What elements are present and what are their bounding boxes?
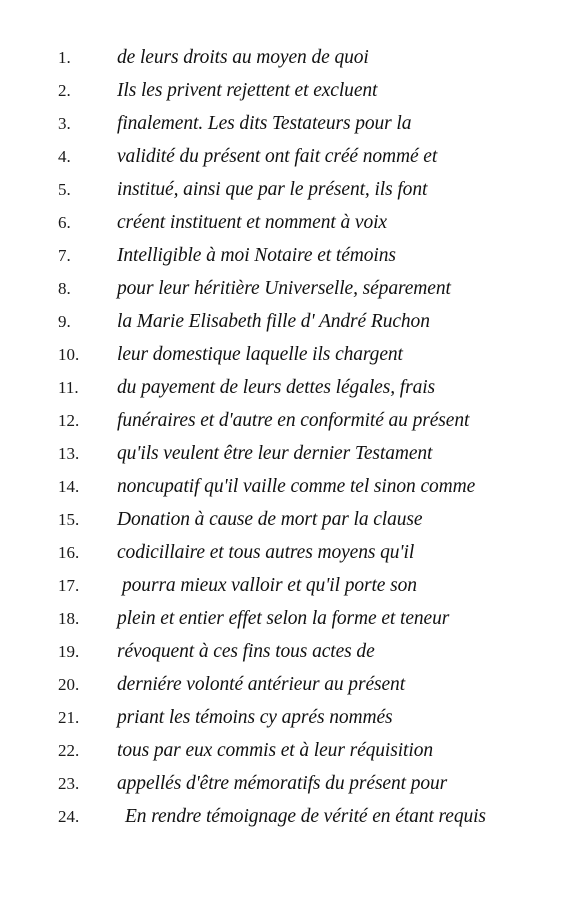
- line-text: En rendre témoignage de vérité en étant requis: [125, 806, 486, 827]
- line-number: 5.: [58, 180, 71, 199]
- line-number: 12.: [58, 411, 80, 430]
- line-number: 6.: [58, 213, 71, 232]
- text-line: [0, 741, 570, 774]
- line-number: 11.: [58, 378, 79, 397]
- line-number: 21.: [58, 708, 80, 727]
- line-number: 4.: [58, 147, 71, 166]
- line-number: 18.: [58, 609, 80, 628]
- line-text: Intelligible à moi Notaire et témoins: [117, 245, 396, 266]
- line-text: qu'ils veulent être leur dernier Testament: [117, 443, 433, 464]
- line-text: noncupatif qu'il vaille comme tel sinon comme: [117, 476, 476, 497]
- text-line: [0, 477, 570, 510]
- line-text: pourra mieux valloir et qu'il porte son: [122, 575, 417, 596]
- line-text: révoquent à ces fins tous actes de: [117, 641, 375, 662]
- line-number: 13.: [58, 444, 80, 463]
- text-line: [0, 378, 570, 411]
- line-text: codicillaire et tous autres moyens qu'il: [117, 542, 415, 563]
- line-number: 19.: [58, 642, 80, 661]
- line-number: 16.: [58, 543, 80, 562]
- text-line: [0, 213, 570, 246]
- text-line: [0, 312, 570, 345]
- text-line: [0, 180, 570, 213]
- line-text: leur domestique laquelle ils chargent: [117, 344, 403, 365]
- line-number: 17.: [58, 576, 80, 595]
- line-number: 8.: [58, 279, 71, 298]
- line-number: 10.: [58, 345, 80, 364]
- text-line: [0, 345, 570, 378]
- line-number: 7.: [58, 246, 71, 265]
- line-text: créent instituent et nomment à voix: [117, 212, 387, 233]
- text-line: [0, 807, 570, 840]
- line-number: 2.: [58, 81, 71, 100]
- text-line: [0, 642, 570, 675]
- line-text: institué, ainsi que par le présent, ils font: [117, 179, 428, 200]
- line-number: 23.: [58, 774, 80, 793]
- line-text: plein et entier effet selon la forme et teneur: [117, 608, 450, 629]
- line-text: pour leur héritière Universelle, séparement: [117, 278, 451, 299]
- line-text: derniére volonté antérieur au présent: [117, 674, 406, 695]
- text-line: [0, 510, 570, 543]
- line-text: funéraires et d'autre en conformité au présent: [117, 410, 470, 431]
- text-line: [0, 279, 570, 312]
- line-text: de leurs droits au moyen de quoi: [117, 47, 369, 68]
- text-line: [0, 543, 570, 576]
- line-number: 20.: [58, 675, 80, 694]
- line-text: validité du présent ont fait créé nommé et: [117, 146, 438, 167]
- line-number: 1.: [58, 48, 71, 67]
- text-line: [0, 444, 570, 477]
- text-line: [0, 609, 570, 642]
- text-line: [0, 81, 570, 114]
- line-text: la Marie Elisabeth fille d' André Ruchon: [117, 311, 430, 332]
- text-line: [0, 708, 570, 741]
- line-number: 14.: [58, 477, 80, 496]
- text-line: [0, 246, 570, 279]
- text-line: [0, 411, 570, 444]
- text-line: [0, 576, 570, 609]
- line-number: 15.: [58, 510, 80, 529]
- text-line: [0, 774, 570, 807]
- text-line: [0, 48, 570, 81]
- line-text: priant les témoins cy aprés nommés: [117, 707, 393, 728]
- line-number: 9.: [58, 312, 71, 331]
- line-number: 3.: [58, 114, 71, 133]
- text-line: [0, 675, 570, 708]
- line-number: 22.: [58, 741, 80, 760]
- line-text: appellés d'être mémoratifs du présent pour: [117, 773, 448, 794]
- line-text: du payement de leurs dettes légales, frais: [117, 377, 436, 398]
- line-text: Ils les privent rejettent et excluent: [117, 80, 378, 101]
- line-text: tous par eux commis et à leur réquisition: [117, 740, 433, 761]
- line-text: Donation à cause de mort par la clause: [117, 509, 423, 530]
- text-line: [0, 147, 570, 180]
- line-text: finalement. Les dits Testateurs pour la: [117, 113, 412, 134]
- line-number: 24.: [58, 807, 80, 826]
- text-line: [0, 114, 570, 147]
